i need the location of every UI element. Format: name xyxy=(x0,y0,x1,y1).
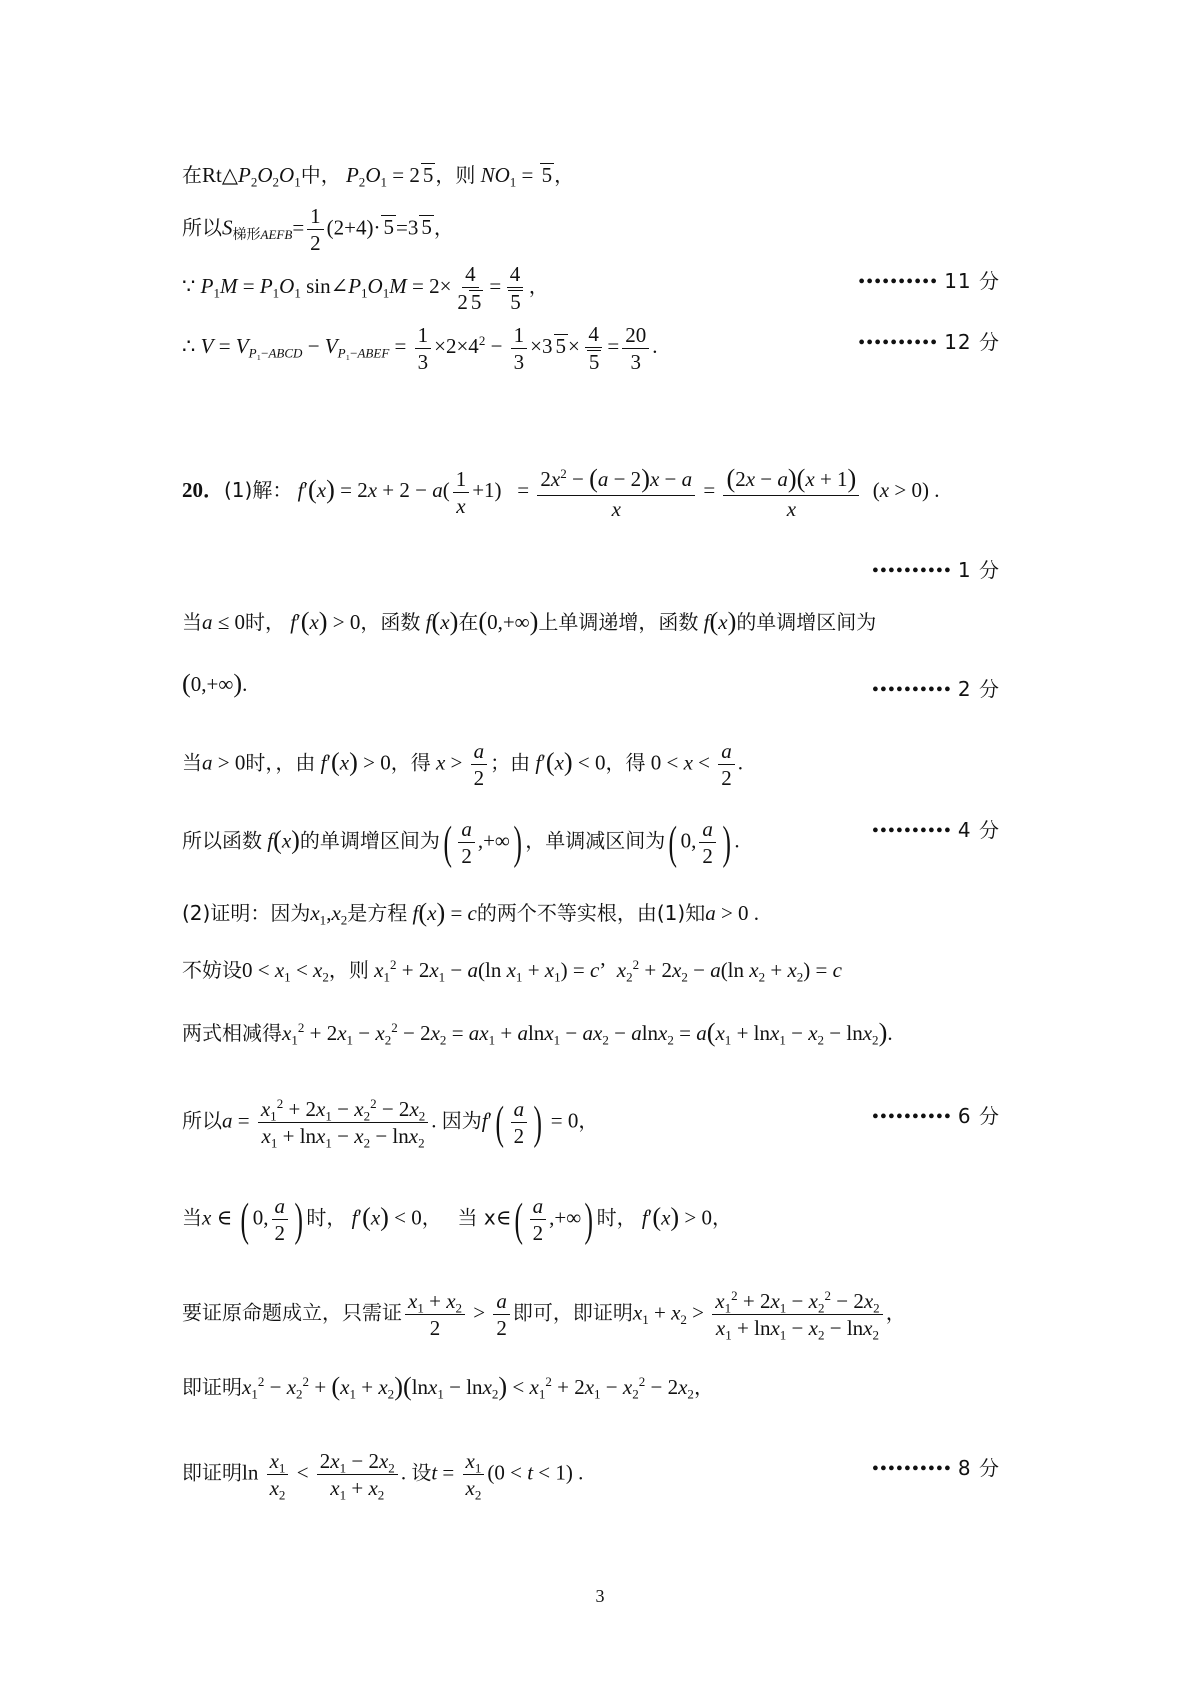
score-1: •••••••••• 1 分 xyxy=(871,558,1000,582)
line-a-nonpositive: 当a ≤ 0时， f′(x) > 0，函数 f(x)在(0,+∞)上单调递增，函数 f(x)的单调增区间为 xyxy=(182,607,877,636)
line-trapezoid-area: 所以$S_{梯形AEFB}=$ $\frac{1}{2}$ (2+4)· 5=3 5 ， xyxy=(182,204,454,256)
line-subtract: 两式相减得$x_1^2 + 2x_1 - x_2^2 - 2x_2 = ax_1 + alnx_1 - ax_2 - alnx_2 = a(x_1 + \ln x_1 - x_2 - \ln x_2)$. xyxy=(182,1018,893,1048)
score-8: •••••••••• 8 分 xyxy=(871,1456,1000,1480)
score-12: •••••••••• 12 分 xyxy=(858,330,1000,354)
score-4: •••••••••• 4 分 xyxy=(871,818,1000,842)
line-p1m: ∵ $P_1M = P_1O_1$ $\sin\angle P_1O_1M = 2\times$ $\frac{4}{2 5}$ = $\frac{4}{5}$ ， xyxy=(182,262,549,315)
line-volume: ∴ $V = V_{P_1-ABCD} - V_{P_1-ABEF}$ = $\frac{1}{3}$ $\times 2\times 4^2$ − $\frac{1}{3}$ ×3 5× $\frac{4}{5}$ = $\frac{20}{3}$ . xyxy=(182,322,658,375)
line-interval-1: (0,+∞). xyxy=(182,669,248,698)
score-6: •••••••••• 6 分 xyxy=(871,1104,1000,1128)
score-11: •••••••••• 11 分 xyxy=(858,269,1000,293)
line-sign-derivative: 当x ∈ ( 0, $\frac{a}{2}$ ) 时， f′(x) < 0， 当 x∈( $\frac{a}{2}$ ,+∞) 时， f′(x) > 0， xyxy=(182,1193,732,1246)
line-part2-intro: (2)证明：因为$x_1,x_2$是方程 f(x) = c的两个不等实根，由(1)知a > 0 . xyxy=(182,898,760,928)
line-equivalent-2: 即证明ln $\frac{x_1}{x_2}$ < $\frac{2x_1 - 2x_2}{x_1 + x_2}$ . 设t = $\frac{x_1}{x_2}$ (0 < t < 1) . xyxy=(182,1449,584,1503)
line-a-positive: 当a > 0时，，由 f′(x) > 0，得 x > $\frac{a}{2}$ ；由 f′(x) < 0，得 0 < x < $\frac{a}{2}$ . xyxy=(182,739,743,791)
score-2: •••••••••• 2 分 xyxy=(871,677,1000,701)
line-equivalent-1: 即证明$x_1^2 - x_2^2 + (x_1 + x_2)(\ln x_1 - \ln x_2) < x_1^2 + 2x_1 - x_2^2 - 2x_2$， xyxy=(182,1372,714,1402)
line-a-expression: 所以a = $\frac{x_1^2 + 2x_1 - x_2^2 - 2x_2}{x_1 + \ln x_1 - x_2 - \ln x_2}$ . 因为f′( $\frac{a}{2}$ ) = 0， xyxy=(182,1096,599,1151)
line-rt-triangle: 在$Rt\triangle P_2O_2O_1$中， $P_2O_1 = 2$ 5 ，则 $NO_1 = 5$ ， xyxy=(182,163,575,190)
line-assume: 不妨设$0 < x_1 < x_2$，则 $x_1^2 + 2x_1 - a(\ln$ $x_1 + x_1) = c$’ $x_2^2 + 2x_2 - a(\ln$ $x_2 + x_2) = c$ xyxy=(182,957,842,985)
line-monotonic-intervals: 所以函数 f(x)的单调增区间为( $\frac{a}{2}$ ,+∞) ，单调减区间为( 0, $\frac{a}{2}$ ) . xyxy=(182,816,740,869)
line-q20-derivative: 20．(1)解： f′(x) = 2x + 2 − a( $\frac{1}{x}$ +1) = $\frac{2x^2 - (a - 2)x - a}{x}$ = $\frac{(2x - a)(x + 1)}{x}$ (x > 0) . xyxy=(182,464,940,521)
page-number: 3 xyxy=(595,1586,605,1606)
line-to-prove: 要证原命题成立，只需证 $\frac{x_1 + x_2}{2}$ > $\frac{a}{2}$ 即可，即证明$x_1 + x_2$ > $\frac{x_1^2 + 2x_1 - x_2^2 - 2x_2}{x_1 + \ln x_1 - x_2 - \ln x_2}$ ， xyxy=(182,1288,906,1343)
